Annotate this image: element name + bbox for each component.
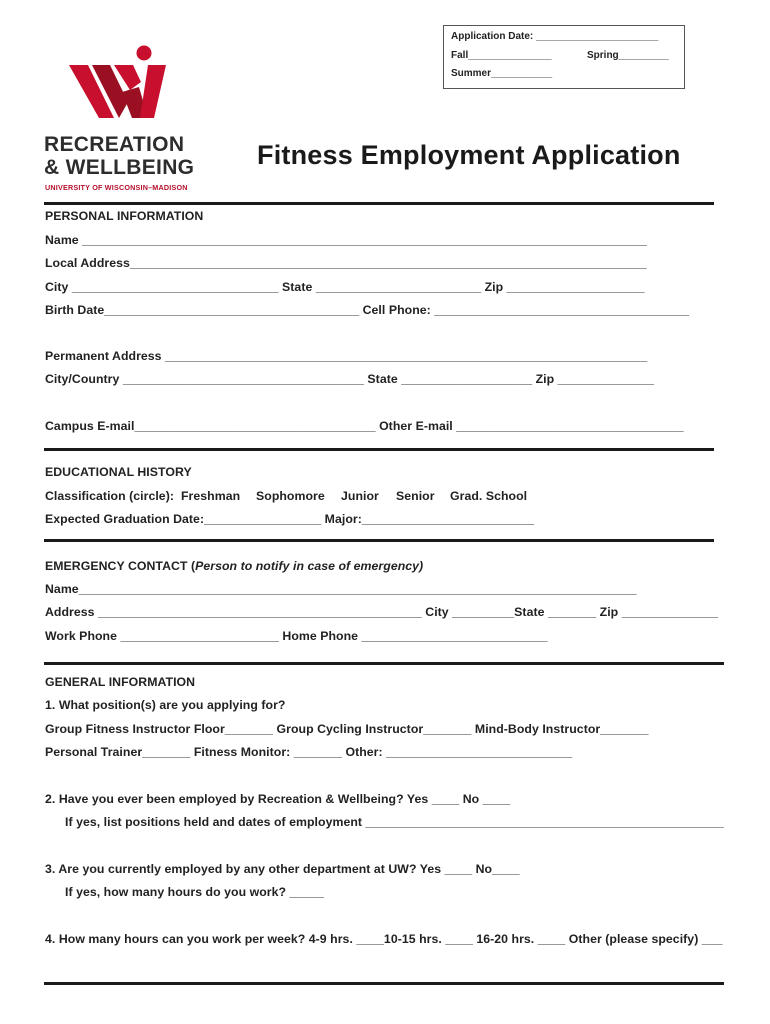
summer-field[interactable]: Summer___________ (451, 68, 553, 79)
name-field[interactable]: Name __________________________________________________________________________________ (45, 233, 648, 247)
question-1: 1. What position(s) are you applying for? (45, 698, 286, 712)
brand-line-1: RECREATION (44, 133, 185, 156)
classification-label: Classification (circle): (45, 489, 174, 503)
emergency-name-field[interactable]: Name_________________________________________________________________________________ (45, 582, 637, 596)
section-divider (44, 448, 714, 451)
section-divider (44, 539, 714, 542)
brand-line-2: & WELLBEING (44, 156, 195, 179)
section-divider (44, 662, 724, 665)
application-date-field[interactable]: Application Date: ______________________ (451, 31, 659, 42)
emergency-heading-note: Person to notify in case of emergency) (195, 559, 424, 573)
emergency-address-field[interactable]: Address _______________________________________________ City _________State _______ Zip ______________ (45, 605, 719, 619)
classification-option-sophomore[interactable]: Sophomore (256, 489, 325, 503)
positions-row-1[interactable]: Group Fitness Instructor Floor_______ Group Cycling Instructor_______ Mind-Body Instructor_______ (45, 722, 649, 736)
question-2-followup[interactable]: If yes, list positions held and dates of employment ____________________________________________________ (65, 815, 724, 829)
general-heading: GENERAL INFORMATION (45, 675, 196, 689)
personal-heading: PERSONAL INFORMATION (45, 209, 204, 223)
question-4[interactable]: 4. How many hours can you work per week? 4-9 hrs. ____10-15 hrs. ____ 16-20 hrs. ____ Other (please specify) ___ (45, 932, 723, 946)
local-address-field[interactable]: Local Address___________________________________________________________________________ (45, 256, 647, 270)
classification-option-grad[interactable]: Grad. School (450, 489, 528, 503)
classification-option-freshman[interactable]: Freshman (181, 489, 241, 503)
section-divider (44, 982, 724, 985)
rw-logo-icon (44, 40, 204, 135)
question-3[interactable]: 3. Are you currently employed by any other department at UW? Yes ____ No____ (45, 862, 520, 876)
fall-field[interactable]: Fall_______________ (451, 50, 552, 61)
email-fields[interactable]: Campus E-mail___________________________________ Other E-mail _________________________________ (45, 419, 684, 433)
page-title: Fitness Employment Application (257, 140, 681, 170)
question-3-followup[interactable]: If yes, how many hours do you work? _____ (65, 885, 324, 899)
question-2[interactable]: 2. Have you ever been employed by Recreation & Wellbeing? Yes ____ No ____ (45, 792, 511, 806)
permanent-address-field[interactable]: Permanent Address ______________________________________________________________________ (45, 349, 648, 363)
city-country-field[interactable]: City/Country ___________________________________ State ___________________ Zip ______________ (45, 372, 655, 386)
emergency-phones-field[interactable]: Work Phone _______________________ Home Phone ___________________________ (45, 629, 548, 643)
city-state-zip-field[interactable]: City ______________________________ State ________________________ Zip ____________________ (45, 280, 645, 294)
classification-option-senior[interactable]: Senior (396, 489, 435, 503)
grad-major-field[interactable]: Expected Graduation Date:_________________ Major:_________________________ (45, 512, 535, 526)
birth-cell-field[interactable]: Birth Date_____________________________________ Cell Phone: _____________________________________ (45, 303, 690, 317)
education-heading: EDUCATIONAL HISTORY (45, 465, 192, 479)
brand-subline: UNIVERSITY OF WISCONSIN–MADISON (45, 183, 188, 192)
emergency-heading-label: EMERGENCY CONTACT ( (45, 559, 196, 573)
section-divider (44, 202, 714, 205)
logo (44, 40, 204, 195)
spring-field[interactable]: Spring_________ (587, 50, 669, 61)
emergency-heading (45, 559, 423, 573)
classification-option-junior[interactable]: Junior (341, 489, 379, 503)
positions-row-2[interactable]: Personal Trainer_______ Fitness Monitor: _______ Other: ___________________________ (45, 745, 573, 759)
